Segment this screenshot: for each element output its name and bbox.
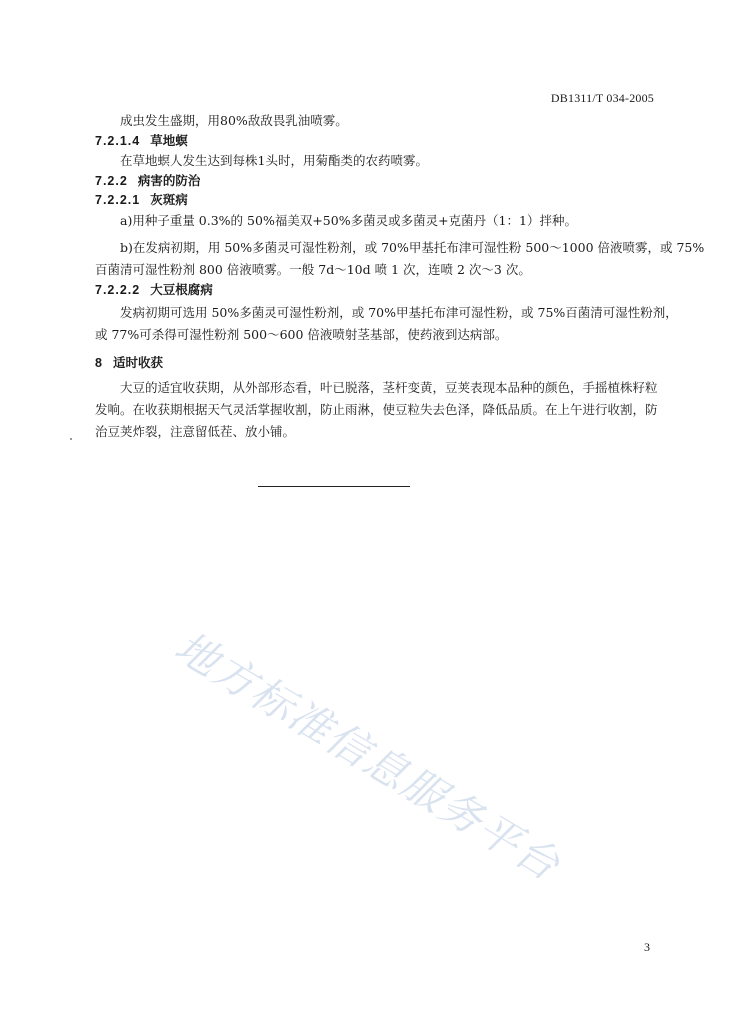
section-heading-7-2-2-1 [95,192,188,208]
section-heading-7-2-2-2 [95,282,213,298]
paragraph-seed-treatment: a)用种子重量 0.3%的 50%福美双+50%多菌灵或多菌灵+克菌丹（1：1）拌种。 [120,213,577,228]
section-number: 7.2.2.1 [95,193,141,207]
section-title: 适时收获 [112,355,163,370]
paragraph-harvest-line3: 治豆荚炸裂，注意留低茬、放小铺。 [95,424,296,439]
standard-code: DB1311/T 034-2005 [550,91,654,105]
paragraph-harvest-line2: 发响。在收获期根据天气灵活掌握收割，防止雨淋，使豆粒失去色泽，降低品质。在上午进行收割，防 [95,402,658,417]
paragraph-meadow-moth: 在草地螟人发生达到每株1头时，用菊酯类的农药喷雾。 [120,153,428,168]
paragraph-adult-insect-control: 成虫发生盛期，用80%敌敌畏乳油喷雾。 [120,113,348,128]
page-number: 3 [644,940,650,954]
section-heading-8 [95,355,163,371]
section-number: 7.2.1.4 [95,134,141,148]
end-of-text-rule [258,486,410,487]
paragraph-root-rot-line2: 或 77%可杀得可湿性粉剂 500～600 倍液喷射茎基部，使药液到达病部。 [95,327,508,342]
section-title: 大豆根腐病 [150,282,213,297]
section-heading-7-2-1-4 [95,133,188,149]
paragraph-early-spray-line2: 百菌清可湿性粉剂 800 倍液喷雾。一般 7d～10d 喷 1 次，连喷 2 次～3 次。 [95,262,531,277]
section-heading-7-2-2 [95,173,200,189]
section-title: 草地螟 [150,133,188,148]
paragraph-root-rot-line1: 发病初期可选用 50%多菌灵可湿性粉剂，或 70%甲基托布津可湿性粉，或 75%百菌清可湿性粉剂， [120,305,678,320]
section-number: 8 [95,356,103,370]
watermark: 地方标准信息服务平台 [166,621,570,891]
scan-speck [70,438,72,440]
section-title: 病害的防治 [137,173,201,188]
section-title: 灰斑病 [150,192,188,207]
paragraph-harvest-line1: 大豆的适宜收获期，从外部形态看，叶已脱落，茎杆变黄，豆荚表现本品种的颜色，手摇植株籽粒 [120,380,658,395]
section-number: 7.2.2.2 [95,283,141,297]
paragraph-early-spray-line1: b)在发病初期，用 50%多菌灵可湿性粉剂，或 70%甲基托布津可湿性粉 500～1000 倍液喷雾，或 75% [120,240,705,255]
section-number: 7.2.2 [95,174,128,188]
